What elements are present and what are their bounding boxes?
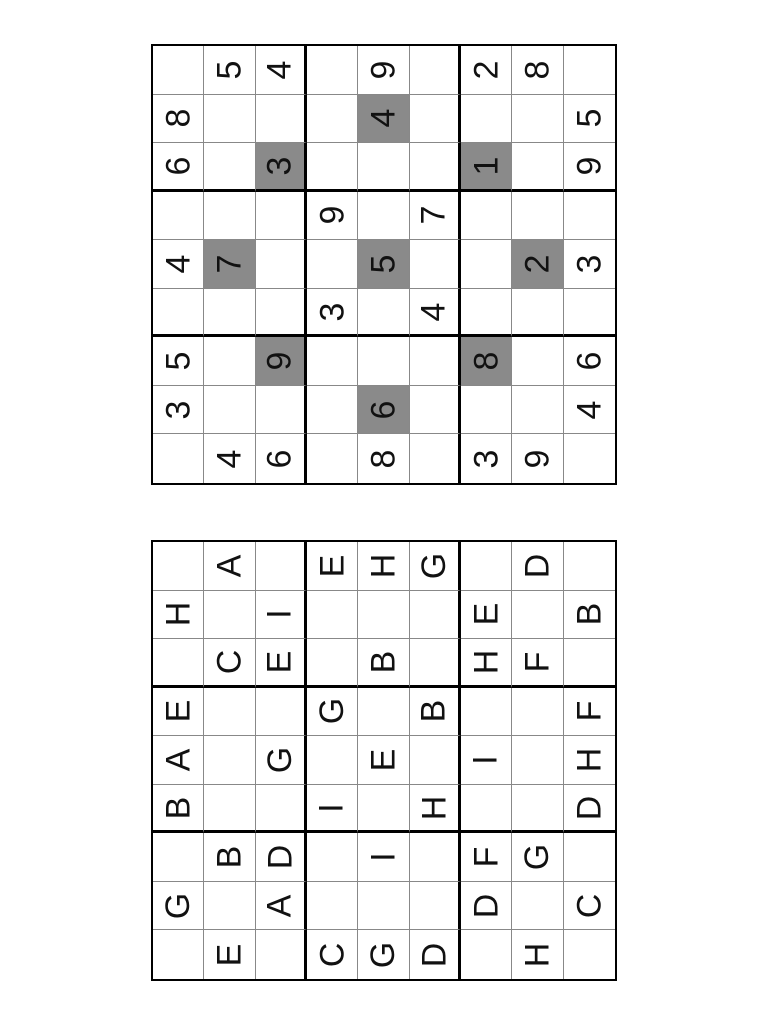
number-cell bbox=[256, 46, 307, 95]
number-cell bbox=[461, 46, 512, 95]
number-cell bbox=[307, 289, 358, 338]
number-cell[interactable] bbox=[512, 192, 563, 241]
number-cell-value: 9 bbox=[313, 205, 352, 225]
number-cell[interactable] bbox=[256, 289, 307, 338]
letter-cell[interactable] bbox=[307, 639, 358, 688]
number-cell-given-shaded bbox=[358, 95, 409, 144]
number-cell[interactable] bbox=[204, 386, 255, 435]
number-cell[interactable] bbox=[307, 143, 358, 192]
number-cell-value: 6 bbox=[364, 400, 403, 420]
letter-cell bbox=[564, 882, 615, 931]
letter-cell[interactable] bbox=[153, 930, 204, 979]
letter-cell bbox=[153, 591, 204, 640]
letter-cell-value: G bbox=[313, 698, 352, 725]
letter-cell[interactable] bbox=[358, 785, 409, 834]
letter-cell-value: I bbox=[260, 609, 299, 620]
number-cell-value: 1 bbox=[467, 156, 506, 176]
number-cell-value: 6 bbox=[260, 449, 299, 469]
letter-cell[interactable] bbox=[204, 785, 255, 834]
letter-cell[interactable] bbox=[410, 882, 461, 931]
number-cell bbox=[153, 240, 204, 289]
number-cell[interactable] bbox=[153, 46, 204, 95]
letter-cell[interactable] bbox=[512, 736, 563, 785]
number-cell[interactable] bbox=[461, 289, 512, 338]
letter-cell bbox=[358, 833, 409, 882]
letter-cell[interactable] bbox=[461, 542, 512, 591]
number-cell bbox=[564, 337, 615, 386]
letter-cell-value: E bbox=[467, 602, 506, 626]
number-cell bbox=[153, 386, 204, 435]
letter-cell-value: B bbox=[570, 602, 609, 626]
number-cell bbox=[564, 386, 615, 435]
number-cell-value: 4 bbox=[210, 449, 249, 469]
number-cell[interactable] bbox=[410, 434, 461, 483]
number-cell bbox=[153, 337, 204, 386]
letter-cell[interactable] bbox=[307, 882, 358, 931]
number-cell-value: 4 bbox=[364, 108, 403, 128]
number-cell-value: 4 bbox=[159, 254, 198, 274]
number-cell[interactable] bbox=[307, 386, 358, 435]
letter-cell-value: C bbox=[210, 649, 249, 675]
number-cell[interactable] bbox=[410, 46, 461, 95]
letter-cell[interactable] bbox=[256, 930, 307, 979]
number-cell[interactable] bbox=[358, 192, 409, 241]
number-cell[interactable] bbox=[307, 95, 358, 144]
letter-cell-value: H bbox=[570, 747, 609, 773]
number-cell-value: 3 bbox=[260, 156, 299, 176]
number-cell-value: 3 bbox=[467, 449, 506, 469]
number-cell[interactable] bbox=[358, 337, 409, 386]
number-cell[interactable] bbox=[512, 95, 563, 144]
letter-cell[interactable] bbox=[512, 785, 563, 834]
letter-cell bbox=[256, 591, 307, 640]
number-cell[interactable] bbox=[410, 95, 461, 144]
letter-cell-value: D bbox=[570, 795, 609, 820]
letter-cell bbox=[358, 930, 409, 979]
number-cell-value: 8 bbox=[518, 60, 557, 80]
number-cell-value: 2 bbox=[467, 60, 506, 80]
number-cell-value: 9 bbox=[364, 60, 403, 80]
number-cell-value: 3 bbox=[570, 254, 609, 274]
letter-cell bbox=[512, 833, 563, 882]
number-cell bbox=[410, 192, 461, 241]
letter-cell bbox=[564, 736, 615, 785]
number-cell-given-shaded bbox=[358, 386, 409, 435]
number-cell-value: 9 bbox=[518, 449, 557, 469]
letter-cell[interactable] bbox=[307, 736, 358, 785]
letter-cell[interactable] bbox=[358, 688, 409, 737]
letter-cell bbox=[512, 930, 563, 979]
number-cell[interactable] bbox=[256, 192, 307, 241]
letter-cell-value: D bbox=[467, 893, 506, 918]
number-cell bbox=[153, 143, 204, 192]
letter-cell-value: F bbox=[570, 701, 609, 722]
letter-cell bbox=[153, 688, 204, 737]
number-cell-value: 5 bbox=[159, 351, 198, 371]
number-cell[interactable] bbox=[512, 289, 563, 338]
letter-cell[interactable] bbox=[204, 882, 255, 931]
number-cell[interactable] bbox=[410, 240, 461, 289]
letter-cell bbox=[564, 591, 615, 640]
number-cell-value: 6 bbox=[570, 351, 609, 371]
letter-cell-value: E bbox=[159, 700, 198, 723]
number-cell[interactable] bbox=[204, 143, 255, 192]
number-cell[interactable] bbox=[204, 289, 255, 338]
letter-cell[interactable] bbox=[512, 688, 563, 737]
letter-cell bbox=[153, 882, 204, 931]
number-cell[interactable] bbox=[512, 143, 563, 192]
letter-cell-value: D bbox=[260, 844, 299, 870]
letter-cell[interactable] bbox=[512, 882, 563, 931]
number-cell[interactable] bbox=[410, 337, 461, 386]
letter-cell bbox=[204, 639, 255, 688]
number-cell[interactable] bbox=[153, 289, 204, 338]
letter-cell[interactable] bbox=[461, 930, 512, 979]
letter-cell bbox=[410, 930, 461, 979]
number-cell-value: 8 bbox=[467, 351, 506, 371]
letter-cell bbox=[307, 688, 358, 737]
number-cell-value: 4 bbox=[260, 60, 299, 80]
letter-cell bbox=[564, 688, 615, 737]
letter-cell[interactable] bbox=[410, 591, 461, 640]
letter-cell-value: G bbox=[364, 941, 403, 968]
number-cell-value: 2 bbox=[518, 254, 557, 274]
number-cell bbox=[204, 46, 255, 95]
letter-cell bbox=[461, 591, 512, 640]
letter-cell-value: A bbox=[210, 554, 249, 578]
letter-cell[interactable] bbox=[153, 639, 204, 688]
letter-cell-value: C bbox=[313, 942, 352, 967]
letter-cell bbox=[153, 736, 204, 785]
letter-cell-value: H bbox=[467, 649, 506, 675]
number-cell[interactable] bbox=[256, 386, 307, 435]
letter-cell[interactable] bbox=[153, 542, 204, 591]
letter-cell bbox=[512, 542, 563, 591]
number-cell[interactable] bbox=[307, 46, 358, 95]
number-cell[interactable] bbox=[307, 337, 358, 386]
number-cell-value: 6 bbox=[159, 156, 198, 176]
letter-cell-value: D bbox=[414, 942, 453, 967]
letter-cell bbox=[410, 542, 461, 591]
number-cell-given-shaded bbox=[204, 240, 255, 289]
letter-cell[interactable] bbox=[204, 688, 255, 737]
letter-cell[interactable] bbox=[461, 688, 512, 737]
letter-cell bbox=[461, 833, 512, 882]
number-cell bbox=[307, 192, 358, 241]
number-cell-given-shaded bbox=[358, 240, 409, 289]
number-cell-value: 7 bbox=[210, 254, 249, 274]
letter-cell[interactable] bbox=[512, 591, 563, 640]
number-cell[interactable] bbox=[461, 240, 512, 289]
number-cell bbox=[512, 46, 563, 95]
number-cell[interactable] bbox=[564, 289, 615, 338]
letter-cell-value: B bbox=[364, 650, 403, 674]
number-cell[interactable] bbox=[512, 386, 563, 435]
letter-cell[interactable] bbox=[410, 833, 461, 882]
number-cell bbox=[461, 434, 512, 483]
letter-cell bbox=[512, 639, 563, 688]
number-cell[interactable] bbox=[358, 143, 409, 192]
letter-cell bbox=[307, 930, 358, 979]
letter-cell[interactable] bbox=[564, 833, 615, 882]
letter-cell bbox=[153, 785, 204, 834]
letter-cell-value: H bbox=[364, 553, 403, 579]
letter-cell-value: B bbox=[414, 700, 453, 723]
number-cell[interactable] bbox=[461, 192, 512, 241]
letter-cell-value: H bbox=[518, 942, 557, 967]
letter-cell[interactable] bbox=[461, 785, 512, 834]
letter-cell-value: F bbox=[518, 651, 557, 673]
letter-cell-value: E bbox=[210, 943, 249, 967]
number-cell-given-shaded bbox=[256, 337, 307, 386]
letter-cell[interactable] bbox=[256, 785, 307, 834]
letter-cell bbox=[358, 542, 409, 591]
number-cell-value: 5 bbox=[364, 254, 403, 274]
letter-sudoku-grid bbox=[151, 540, 617, 981]
number-cell bbox=[204, 434, 255, 483]
letter-cell bbox=[204, 930, 255, 979]
number-cell bbox=[564, 240, 615, 289]
number-cell-value: 7 bbox=[414, 205, 453, 225]
number-cell-value: 9 bbox=[260, 351, 299, 371]
letter-cell[interactable] bbox=[204, 736, 255, 785]
number-cell-value: 4 bbox=[414, 302, 453, 322]
letter-cell-value: G bbox=[159, 892, 198, 919]
number-cell bbox=[153, 95, 204, 144]
letter-cell bbox=[307, 542, 358, 591]
letter-cell[interactable] bbox=[307, 591, 358, 640]
letter-cell bbox=[461, 736, 512, 785]
letter-cell bbox=[204, 542, 255, 591]
letter-cell-value: A bbox=[260, 894, 299, 917]
number-cell[interactable] bbox=[256, 95, 307, 144]
letter-cell-value: H bbox=[414, 795, 453, 820]
number-cell[interactable] bbox=[512, 337, 563, 386]
number-cell bbox=[256, 434, 307, 483]
letter-cell bbox=[256, 833, 307, 882]
letter-cell-value: B bbox=[159, 796, 198, 819]
number-cell[interactable] bbox=[410, 386, 461, 435]
number-cell-given-shaded bbox=[461, 337, 512, 386]
letter-cell[interactable] bbox=[358, 591, 409, 640]
number-cell bbox=[410, 289, 461, 338]
letter-cell[interactable] bbox=[564, 542, 615, 591]
letter-cell-value: B bbox=[210, 845, 249, 869]
number-cell-value: 5 bbox=[570, 108, 609, 128]
number-cell-value: 3 bbox=[159, 400, 198, 420]
number-cell bbox=[564, 95, 615, 144]
letter-cell[interactable] bbox=[153, 833, 204, 882]
letter-cell bbox=[461, 882, 512, 931]
number-cell[interactable] bbox=[564, 434, 615, 483]
letter-cell-value: G bbox=[260, 746, 299, 774]
number-cell[interactable] bbox=[204, 337, 255, 386]
letter-cell bbox=[256, 882, 307, 931]
letter-cell-value: G bbox=[518, 843, 557, 871]
letter-cell bbox=[461, 639, 512, 688]
letter-cell-value: E bbox=[260, 650, 299, 674]
number-cell[interactable] bbox=[204, 192, 255, 241]
letter-cell bbox=[410, 688, 461, 737]
letter-cell-value: E bbox=[364, 748, 403, 772]
letter-cell[interactable] bbox=[564, 639, 615, 688]
number-cell-value: 8 bbox=[364, 449, 403, 469]
number-cell-value: 9 bbox=[570, 156, 609, 176]
number-cell[interactable] bbox=[564, 192, 615, 241]
number-cell bbox=[358, 434, 409, 483]
letter-cell-value: E bbox=[313, 554, 352, 578]
letter-cell-value: I bbox=[364, 852, 403, 862]
number-cell[interactable] bbox=[461, 95, 512, 144]
number-cell-given-shaded bbox=[461, 143, 512, 192]
letter-cell-value: I bbox=[467, 755, 506, 765]
number-cell[interactable] bbox=[204, 95, 255, 144]
number-cell-value: 3 bbox=[313, 302, 352, 322]
letter-cell bbox=[564, 785, 615, 834]
number-cell[interactable] bbox=[256, 240, 307, 289]
letter-cell-value: D bbox=[518, 553, 557, 579]
letter-cell[interactable] bbox=[564, 930, 615, 979]
letter-cell-value: A bbox=[159, 748, 198, 772]
number-cell-given-shaded bbox=[512, 240, 563, 289]
letter-cell[interactable] bbox=[307, 833, 358, 882]
letter-cell[interactable] bbox=[410, 639, 461, 688]
number-cell-value: 5 bbox=[210, 60, 249, 80]
letter-cell bbox=[358, 736, 409, 785]
number-cell bbox=[564, 143, 615, 192]
number-cell[interactable] bbox=[307, 240, 358, 289]
number-cell[interactable] bbox=[153, 192, 204, 241]
letter-cell[interactable] bbox=[256, 688, 307, 737]
number-cell-value: 8 bbox=[159, 108, 198, 128]
number-cell[interactable] bbox=[461, 386, 512, 435]
number-cell-given-shaded bbox=[256, 143, 307, 192]
letter-cell[interactable] bbox=[358, 882, 409, 931]
letter-cell bbox=[410, 785, 461, 834]
letter-cell-value: I bbox=[313, 802, 352, 813]
letter-cell[interactable] bbox=[204, 591, 255, 640]
letter-cell bbox=[256, 639, 307, 688]
letter-cell bbox=[358, 639, 409, 688]
number-cell[interactable] bbox=[307, 434, 358, 483]
number-cell[interactable] bbox=[410, 143, 461, 192]
letter-cell bbox=[256, 736, 307, 785]
number-cell[interactable] bbox=[358, 289, 409, 338]
number-cell bbox=[358, 46, 409, 95]
letter-cell-value: F bbox=[467, 846, 506, 868]
number-cell[interactable] bbox=[564, 46, 615, 95]
letter-cell[interactable] bbox=[256, 542, 307, 591]
letter-cell-value: H bbox=[159, 602, 198, 627]
letter-cell bbox=[204, 833, 255, 882]
letter-cell-value: G bbox=[414, 552, 453, 579]
number-sudoku-grid bbox=[151, 44, 617, 485]
number-cell[interactable] bbox=[153, 434, 204, 483]
number-cell bbox=[512, 434, 563, 483]
letter-cell-value: C bbox=[570, 893, 609, 918]
letter-cell bbox=[307, 785, 358, 834]
number-cell-value: 4 bbox=[570, 400, 609, 420]
letter-cell[interactable] bbox=[410, 736, 461, 785]
